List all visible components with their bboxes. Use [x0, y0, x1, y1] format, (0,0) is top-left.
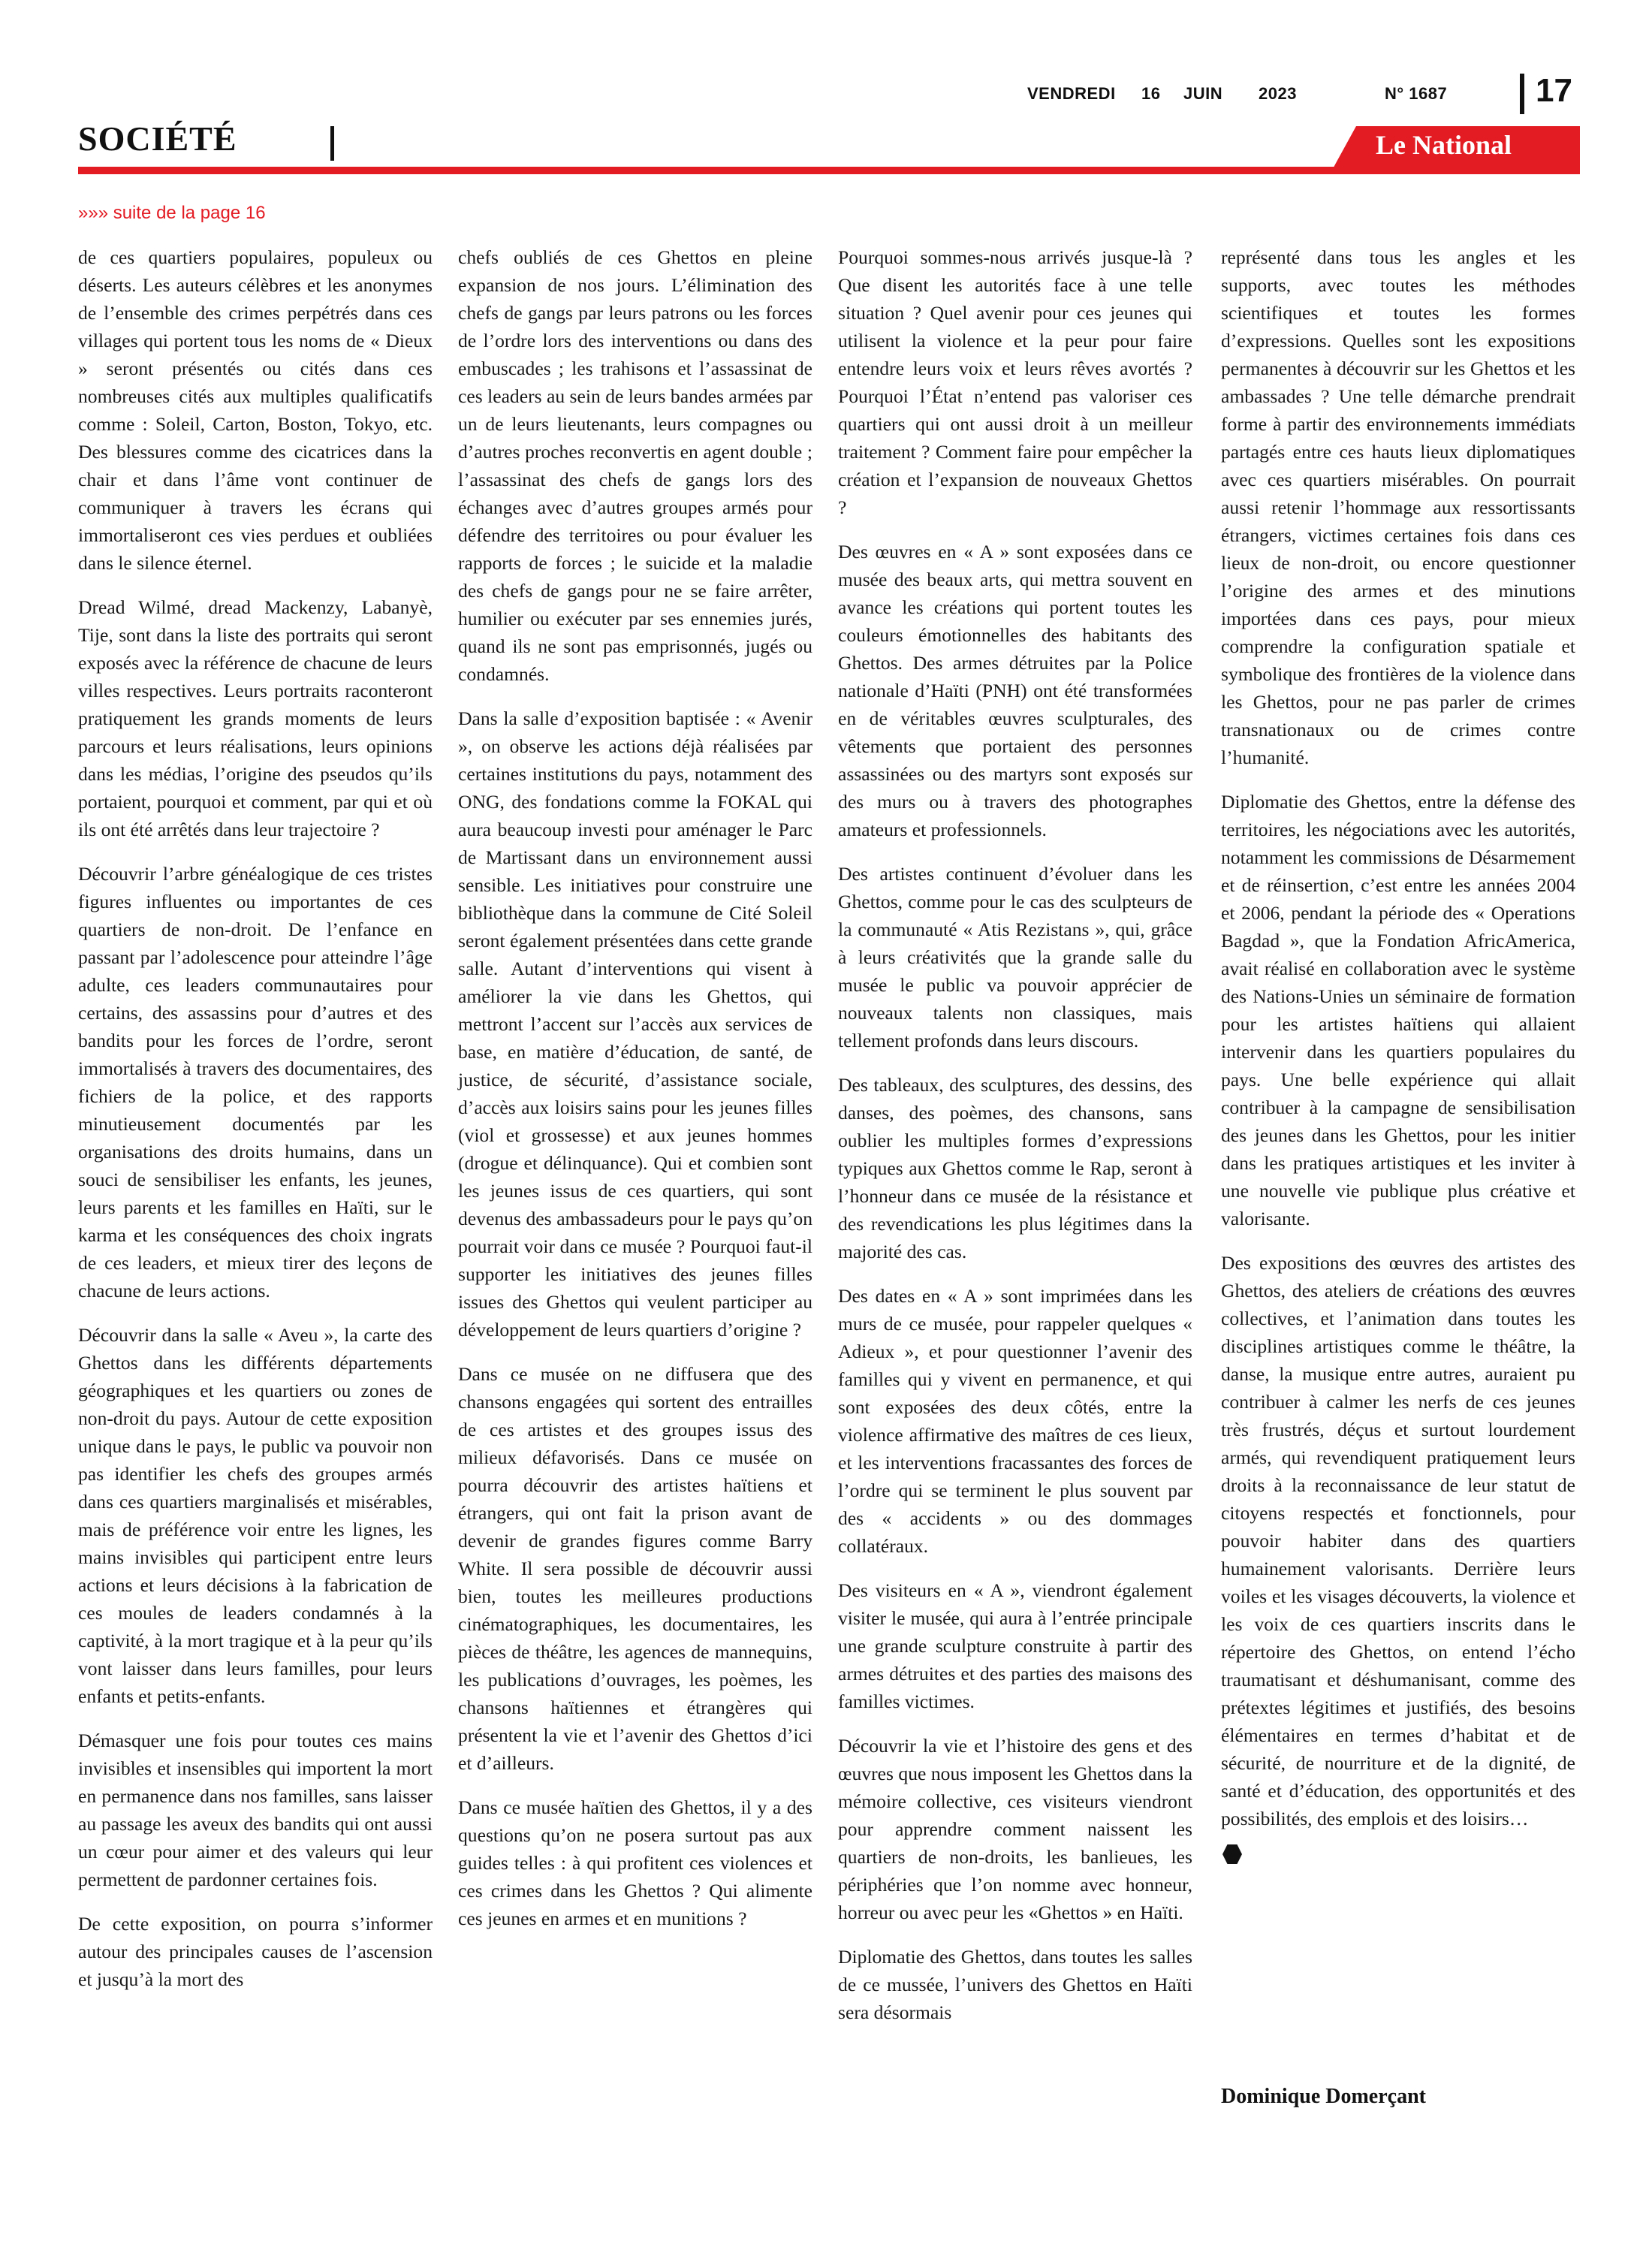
article-paragraph: Des tableaux, des sculptures, des dessins, des danses, des poèmes, des chansons, sans oublier les multiples formes d’expressions typiques aux Ghettos comme le Rap, seront à l’honneur dans ce musée de la résistance et des revendications les plus légitimes dans la majorité des cas. [838, 1074, 1192, 1262]
article-paragraph: Dans ce musée on ne diffusera que des chansons engagées qui sortent des entrailles de ces artistes et des groupes issus des milieux défavorisés. Dans ce musée on pourra découvrir des artistes haïtiens et étrangers, qui ont fait la prison avant de devenir de grandes figures comme Barry White. Il sera possible de découvrir aussi bien, toutes les meilleures productions cinématographiques, les documentaires, les pièces de théâtre, les agences de mannequins, les publications d’ouvrages, les poèmes, les chansons haïtiennes et étrangères qui présentent la vie et l’avenir des Ghettos d’ici et d’ailleurs. [458, 1363, 812, 1774]
article-paragraph: Des œuvres en « A » sont exposées dans ce musée des beaux arts, qui mettra souvent en avance les créations qui portent toutes les couleurs émotionnelles des habitants des Ghettos. Des armes détruites par la Police nationale d’Haïti (PNH) ont été transformées en de véritables œuvres sculpturales, des vêtements que portaient des personnes assassinées ou des martyrs sont exposés sur des murs ou à travers des photographes amateurs et professionnels. [838, 541, 1192, 840]
page-number: 17 [1536, 72, 1572, 109]
article-paragraph: Des expositions des œuvres des artistes des Ghettos, des ateliers de créations des œuvres collectives, et l’animation dans toutes les disciplines artistiques comme le théâtre, la danse, la musique entre autres, auraient pu contribuer à calmer les nerfs de ces jeunes très frustrés, déçus et surtout lourdement armés, qui revendiquent pratiquement leurs droits à la reconnaissance de leur statut de citoyens respectés et fonctionnels, pour pouvoir habiter dans des quartiers humainement valorisants. Derrière leurs voiles et les visages découverts, la violence et les voix de ces quartiers inscrits dans le répertoire des Ghettos, on entend l’écho traumatisant et déshumanisant, comme des prétextes légitimes et justifiés, des besoins élémentaires en termes d’habitat et de sécurité, de nourriture et de la dignité, de santé et d’éducation, des opportunités et des possibilités, des emplois et des loisirs… [1221, 1252, 1575, 1829]
header-rule [78, 167, 1580, 174]
author-byline: Dominique Domerçant [1221, 2085, 1426, 2108]
page-number-divider [1520, 74, 1524, 114]
newspaper-brand: Le National [1376, 130, 1512, 160]
article-paragraph: Des dates en « A » sont imprimées dans les murs de ce musée, pour rappeler quelques « Adieux », et pour questionner l’avenir des familles qui y vivent en permanence, et qui sont exposées des deux côtés, entre la violence affirmative des maîtres de ces lieux, et les interventions fracassantes des forces de l’ordre qui se terminent le plus souvent par des « accidents » ou des dommages collatéraux. [838, 1285, 1192, 1557]
dateline-day: VENDREDI [1027, 84, 1116, 103]
article-paragraph: chefs oubliés de ces Ghettos en pleine expansion de nos jours. L’élimination des chefs de gangs par leurs patrons ou les forces de l’ordre lors des interventions ou dans des embuscades ; les trahisons et l’assassinat de ces leaders au sein de leurs bandes armées par un de leurs lieutenants, leurs compagnes ou d’autres proches reconvertis en agent double ; l’assassinat des chefs de gangs lors des échanges avec d’autres groupes armés pour défendre des territoires ou pour évaluer les rapports de forces ; le suicide et la maladie des chefs de gangs pour ne se faire arrêter, humilier ou exécuter par ses ennemies jurés, quand ils ne sont pas emprisonnés, jugés ou condamnés. [458, 246, 812, 685]
article-column-2 [458, 243, 812, 1949]
article-paragraph: Découvrir la vie et l’histoire des gens et des œuvres que nous imposent les Ghettos dans la mémoire collective, ces visiteurs viendront pour apprendre comment naissent les quartiers de non-droits, les banlieues, les périphéries que l’on nomme avec honneur, horreur ou avec peur les «Ghettos » en Haïti. [838, 1735, 1192, 1923]
dateline-month: JUIN [1183, 84, 1223, 103]
article-paragraph: Dread Wilmé, dread Mackenzy, Labanyè, Tije, sont dans la liste des portraits qui seront exposés avec la référence de chacune de leurs villes respectives. Leurs portraits raconteront pratiquement les grands moments de leurs parcours et leurs réalisations, leurs opinions dans les médias, l’origine des pseudos qu’ils portaient, pourquoi et comment, par qui et où ils ont été arrêtés dans leur trajectoire ? [78, 596, 433, 840]
article-paragraph: de ces quartiers populaires, populeux ou déserts. Les auteurs célèbres et les anonymes de l’ensemble des crimes perpétrés dans ces villages qui portent tous les noms de « Dieux » seront présentés ou cités dans ces nombreuses cités aux multiples qualificatifs comme : Soleil, Carton, Boston, Tokyo, etc. Des blessures comme des cicatrices dans la chair et dans l’âme vont continuer de communiquer à travers les écrans qui immortaliseront ces vies perdues et oubliées dans le silence éternel. [78, 246, 433, 574]
section-title-divider [330, 126, 334, 161]
article-paragraph: représenté dans tous les angles et les supports, avec toutes les méthodes scientifiques et toutes les formes d’expressions. Quelles sont les expositions permanentes à découvrir sur les Ghettos et les ambassades ? Une telle démarche prendrait forme à partir des environnements immédiats partagés entre ces hauts lieux diplomatiques avec ces quartiers misérables. On pourrait aussi retenir l’hommage aux ressortissants étrangers, victimes certaines fois dans ces lieux de non-droit, ou encore questionner l’origine des armes et des minutions importées dans ces pays, pour mieux comprendre la configuration spatiale et symbolique des frontières de la violence dans les Ghettos, pour ne pas parler de crimes transnationaux ou de crimes contre l’humanité. [1221, 246, 1575, 768]
issue-number: N° 1687 [1385, 84, 1448, 103]
article-paragraph: Dans ce musée haïtien des Ghettos, il y a des questions qu’on ne posera surtout pas aux guides telles : à qui profitent ces violences et ces crimes dans les Ghettos ? Qui alimente ces jeunes en armes et en munitions ? [458, 1796, 812, 1929]
end-of-article-icon [1221, 1849, 1575, 1877]
continued-from-link[interactable]: »»» suite de la page 16 [78, 203, 266, 223]
article-paragraph: Découvrir dans la salle « Aveu », la carte des Ghettos dans les différents départements géographiques et les quartiers ou zones de non-droit du pays. Autour de cette exposition unique dans le pays, le public va pouvoir non pas identifier les chefs des groupes armés dans ces quartiers marginalisés et misérables, mais de préférence voir entre les lignes, les mains invisibles qui participent entre leurs actions et leurs décisions à la fabrication de ces moules de leaders condamnés à la captivité, à la mort tragique et à la peur qu’ils vont laisser dans leurs familles, pour leurs enfants et petits-enfants. [78, 1324, 433, 1707]
article-paragraph: Des artistes continuent d’évoluer dans les Ghettos, comme pour le cas des sculpteurs de la communauté « Atis Rezistans », qui, grâce à leurs créativités que la grande salle du musée le public va pouvoir apprécier de nouveaux talents non classiques, mais tellement profonds dans leurs discours. [838, 863, 1192, 1051]
dateline-date: 16 [1141, 84, 1161, 103]
article-column-1 [78, 243, 433, 2010]
article-paragraph: Découvrir l’arbre généalogique de ces tristes figures influentes ou importantes de ces quartiers de non-droit. De l’enfance en passant par l’adolescence pour atteindre l’âge adulte, ces leaders communautaires pour certains, des assassins pour d’autres et des bandits pour les forces de l’ordre, seront immortalisés à travers des documentaires, des fichiers de la police, et des rapports minutieusement documentés par les organisations des droits humains, dans un souci de sensibiliser les enfants, les jeunes, leurs parents et les familles en Haïti, sur le karma et les conséquences des choix ingrats de ces leaders, et mieux tirer des leçons de chacune de leurs actions. [78, 863, 433, 1301]
article-paragraph: De cette exposition, on pourra s’informer autour des principales causes de l’ascension et jusqu’à la mort des [78, 1913, 433, 1990]
article-column-3 [838, 243, 1192, 2043]
article-paragraph: Dans la salle d’exposition baptisée : « Avenir », on observe les actions déjà réalisées par certaines institutions du pays, notamment des ONG, des fondations comme la FOKAL qui aura beaucoup investi pour aménager le Parc de Martissant dans un environnement aussi sensible. Les initiatives pour construire une bibliothèque dans la commune de Cité Soleil seront également présentées dans cette grande salle. Autant d’interventions qui visent à améliorer la vie dans les Ghettos, qui mettront l’accent sur l’accès aux services de base, en matière d’éducation, de santé, de justice, de sécurité, d’assistance sociale, d’accès aux loisirs sains pour les jeunes filles (viol et grossesse) et aux jeunes hommes (drogue et délinquance). Qui et combien sont les jeunes issus de ces quartiers, qui sont devenus des ambassadeurs pour le pays qu’on pourrait voir dans ce musée ? Pourquoi faut-il supporter les initiatives des jeunes filles issues des Ghettos qui veulent participer au développement de leurs quartiers d’origine ? [458, 707, 812, 1341]
section-title: SOCIÉTÉ [78, 119, 237, 158]
article-paragraph: Démasquer une fois pour toutes ces mains invisibles et insensibles qui importent la mort en permanence dans nos familles, sans laisser au passage les aveux des bandits qui ont aussi un cœur pour aimer et des valeurs qui leur permettent de pardonner certaines fois. [78, 1730, 433, 1890]
article-paragraph: Diplomatie des Ghettos, entre la défense des territoires, les négociations avec les autorités, notamment les commissions de Désarmement et de réinsertion, c’est entre les années 2004 et 2006, pendant la période des « Operations Bagdad », que la Fondation AfricAmerica, avait réalisé en collaboration avec le système des Nations-Unies un séminaire de formation pour les artistes haïtiens qui allaient intervenir dans les quartiers populaires du pays. Une belle expérience qui allait contribuer à la campagne de sensibilisation des jeunes dans les Ghettos, pour les initier dans les pratiques artistiques et les inviter à une nouvelle vie publique plus créative et valorisante. [1221, 791, 1575, 1229]
article-paragraph: Des visiteurs en « A », viendront également visiter le musée, qui aura à l’entrée principale une grande sculpture construite à partir des armes détruites et des parties des maisons des familles victimes. [838, 1579, 1192, 1712]
article-paragraph: Diplomatie des Ghettos, dans toutes les salles de ce mussée, l’univers des Ghettos en Haïti sera désormais [838, 1946, 1192, 2023]
article-column-4 [1221, 243, 1575, 1877]
article-paragraph: Pourquoi sommes-nous arrivés jusque-là ? Que disent les autorités face à une telle situation ? Quel avenir pour ces jeunes qui utilisent la violence et la peur pour faire entendre leurs voix et leurs rêves avortés ? Pourquoi l’État n’entend pas valoriser ces quartiers qui ont aussi droit à un meilleur traitement ? Comment faire pour empêcher la création et l’expansion de nouveaux Ghettos ? [838, 246, 1192, 518]
dateline-year: 2023 [1259, 84, 1297, 103]
